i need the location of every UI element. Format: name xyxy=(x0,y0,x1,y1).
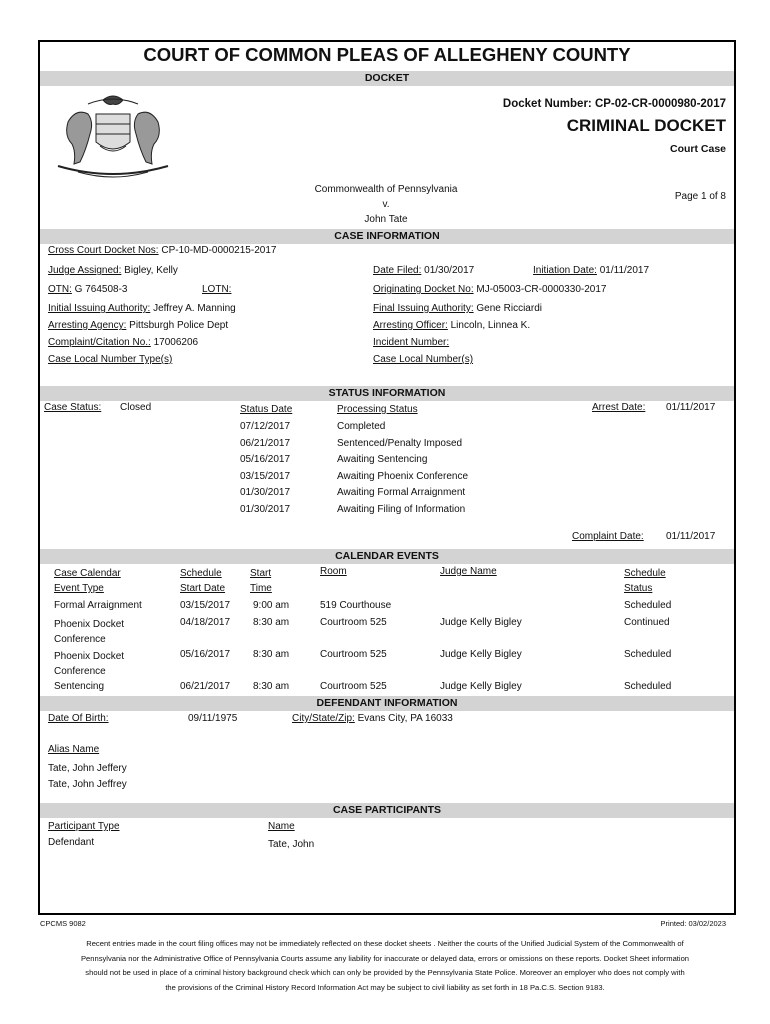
city-state-zip xyxy=(292,713,453,724)
judge-assigned xyxy=(48,265,178,276)
calendar-start-time: 8:30 am xyxy=(253,649,290,660)
participant-name-label: Name xyxy=(268,821,295,832)
status-date: 01/30/2017 xyxy=(240,503,291,515)
date-filed xyxy=(373,265,474,276)
complaint-value: 17006206 xyxy=(153,337,199,348)
cross-court-label: Cross Court Docket Nos: xyxy=(48,245,159,256)
lotn-label: LOTN: xyxy=(202,284,232,295)
calendar-judge: Judge Kelly Bigley xyxy=(440,649,522,660)
otn xyxy=(48,284,128,295)
pennsylvania-seal-icon xyxy=(48,92,178,183)
calendar-judge: Judge Kelly Bigley xyxy=(440,617,522,628)
event-line1: Phoenix Docket xyxy=(54,619,125,630)
calendar-status: Scheduled xyxy=(624,600,672,611)
otn-label: OTN: xyxy=(48,284,72,295)
calendar-room: Courtroom 525 xyxy=(320,681,387,692)
case-participants-header: CASE PARTICIPANTS xyxy=(40,803,734,818)
status-dates-list xyxy=(240,419,290,519)
col-start-line2: Time xyxy=(250,583,272,594)
complaint-date-label: Complaint Date: xyxy=(572,531,644,542)
page-number: Page 1 of 8 xyxy=(674,191,726,202)
col-judge-name: Judge Name xyxy=(440,566,497,577)
col-sched-line1: Schedule xyxy=(180,568,222,579)
arresting-officer-label: Arresting Officer: xyxy=(373,320,448,331)
status-date: 05/16/2017 xyxy=(240,454,291,466)
orig-docket-label: Originating Docket No: xyxy=(373,284,474,295)
col-status-line1: Schedule xyxy=(624,568,666,579)
orig-docket-value: MJ-05003-CR-0000330-2017 xyxy=(476,284,607,295)
judge-value: Bigley, Kelly xyxy=(124,265,178,276)
otn-value: G 764508-3 xyxy=(74,284,128,295)
court-case-label: Court Case xyxy=(669,143,726,155)
initiation-value: 01/11/2017 xyxy=(599,265,650,276)
col-start-time xyxy=(250,566,272,596)
col-schedule-start-date xyxy=(180,566,225,596)
processing-status: Sentenced/Penalty Imposed xyxy=(337,437,463,449)
case-information-header: CASE INFORMATION xyxy=(40,229,734,244)
calendar-start-time: 8:30 am xyxy=(253,681,290,692)
processing-status: Awaiting Formal Arraignment xyxy=(337,487,466,499)
initiation-date xyxy=(533,265,649,276)
form-id: CPCMS 9082 xyxy=(40,919,86,928)
arresting-officer-value: Lincoln, Linnea K. xyxy=(450,320,531,331)
status-date: 01/30/2017 xyxy=(240,487,291,499)
calendar-room: Courtroom 525 xyxy=(320,649,387,660)
initial-authority-value: Jeffrey A. Manning xyxy=(153,303,236,314)
calendar-status: Continued xyxy=(624,617,670,628)
arresting-agency-label: Arresting Agency: xyxy=(48,320,127,331)
court-title: COURT OF COMMON PLEAS OF ALLEGHENY COUNTY xyxy=(143,44,631,65)
event-line2: Conference xyxy=(54,666,106,677)
col-room: Room xyxy=(320,566,347,577)
initial-issuing-authority xyxy=(48,303,236,314)
col-sched-line2: Start Date xyxy=(180,583,226,594)
calendar-status: Scheduled xyxy=(624,681,672,692)
cross-court-value: CP-10-MD-0000215-2017 xyxy=(161,245,277,256)
processing-status: Awaiting Filing of Information xyxy=(337,503,466,515)
event-line1: Phoenix Docket xyxy=(54,651,125,662)
complaint-citation xyxy=(48,337,198,348)
cross-court-docket xyxy=(48,245,276,256)
col-status-line2: Status xyxy=(624,583,653,594)
case-status-label: Case Status: xyxy=(44,402,102,413)
calendar-start-date: 05/16/2017 xyxy=(180,649,231,660)
criminal-docket-heading: CRIMINAL DOCKET xyxy=(566,116,726,135)
caption-versus: v. xyxy=(382,199,390,210)
caption-defendant: John Tate xyxy=(364,214,408,225)
calendar-event-type: Sentencing xyxy=(54,681,105,692)
calendar-start-time: 8:30 am xyxy=(253,617,290,628)
col-event-line1: Case Calendar xyxy=(54,568,121,579)
date-filed-label: Date Filed: xyxy=(373,265,422,276)
processing-status-header: Processing Status xyxy=(337,404,418,415)
processing-status: Awaiting Sentencing xyxy=(337,454,428,466)
docket-bar: DOCKET xyxy=(40,71,734,86)
city-label: City/State/Zip: xyxy=(292,713,355,724)
processing-status: Awaiting Phoenix Conference xyxy=(337,470,469,482)
alias-item: Tate, John Jeffery xyxy=(48,763,127,774)
calendar-event-type xyxy=(54,649,124,679)
status-date-header: Status Date xyxy=(240,404,293,415)
case-local-number-type-label: Case Local Number Type(s) xyxy=(48,354,173,365)
final-authority-value: Gene Ricciardi xyxy=(476,303,542,314)
calendar-room: Courtroom 525 xyxy=(320,617,387,628)
status-date: 07/12/2017 xyxy=(240,421,291,432)
case-caption xyxy=(286,182,486,227)
complaint-label: Complaint/Citation No.: xyxy=(48,337,151,348)
dob-value: 09/11/1975 xyxy=(188,713,238,724)
arresting-agency-value: Pittsburgh Police Dept xyxy=(129,320,229,331)
city-value: Evans City, PA 16033 xyxy=(357,713,453,724)
complaint-date-value: 01/11/2017 xyxy=(666,531,716,542)
judge-label: Judge Assigned: xyxy=(48,265,122,276)
defendant-information-header: DEFENDANT INFORMATION xyxy=(40,696,734,711)
col-event-line2: Event Type xyxy=(54,583,104,594)
calendar-event-type: Formal Arraignment xyxy=(54,600,142,611)
calendar-judge: Judge Kelly Bigley xyxy=(440,681,522,692)
calendar-start-time: 9:00 am xyxy=(253,600,290,611)
initiation-label: Initiation Date: xyxy=(533,265,597,276)
status-date: 06/21/2017 xyxy=(240,437,291,449)
originating-docket xyxy=(373,284,606,295)
calendar-event-type xyxy=(54,617,124,647)
arresting-agency xyxy=(48,320,228,331)
case-local-numbers-label: Case Local Number(s) xyxy=(373,354,474,365)
calendar-events-header: CALENDAR EVENTS xyxy=(40,549,734,564)
arrest-date-label: Arrest Date: xyxy=(592,402,646,413)
col-schedule-status xyxy=(624,566,666,596)
participant-type-value: Defendant xyxy=(48,837,95,848)
processing-status-list xyxy=(337,419,468,519)
case-status-value: Closed xyxy=(120,402,152,413)
incident-number-label: Incident Number: xyxy=(373,337,450,348)
calendar-start-date: 03/15/2017 xyxy=(180,600,231,611)
col-event-type xyxy=(54,566,121,596)
caption-plaintiff: Commonwealth of Pennsylvania xyxy=(314,184,458,195)
dob-label: Date Of Birth: xyxy=(48,713,109,724)
arresting-officer xyxy=(373,320,530,331)
alias-name-label: Alias Name xyxy=(48,744,100,755)
final-issuing-authority xyxy=(373,303,542,314)
alias-list xyxy=(48,761,127,792)
col-start-line1: Start xyxy=(250,568,272,579)
date-filed-value: 01/30/2017 xyxy=(424,265,475,276)
printed-date: Printed: 03/02/2023 xyxy=(660,919,726,928)
calendar-start-date: 06/21/2017 xyxy=(180,681,231,692)
docket-number: Docket Number: CP-02-CR-0000980-2017 xyxy=(502,98,726,110)
status-date: 03/15/2017 xyxy=(240,470,291,482)
calendar-status: Scheduled xyxy=(624,649,672,660)
arrest-date-value: 01/11/2017 xyxy=(666,402,716,413)
alias-item: Tate, John Jeffrey xyxy=(48,778,127,790)
processing-status: Completed xyxy=(337,421,386,432)
final-authority-label: Final Issuing Authority: xyxy=(373,303,474,314)
participant-type-label: Participant Type xyxy=(48,821,120,832)
calendar-room: 519 Courthouse xyxy=(320,600,392,611)
status-information-header: STATUS INFORMATION xyxy=(40,386,734,401)
initial-authority-label: Initial Issuing Authority: xyxy=(48,303,151,314)
event-line2: Conference xyxy=(54,634,106,645)
participant-name-value: Tate, John xyxy=(268,839,315,850)
calendar-start-date: 04/18/2017 xyxy=(180,617,231,628)
disclaimer: Recent entries made in the court filing offices may not be immediately reflected on these docket sheets . Neither the courts of the Unified Judicial System of the Commonwealth of Pennsylvania nor the Administrative Office of Pennsylvania Courts assume any liability for inaccurate or delayed data, errors or omissions on these reports. Docket Sheet information should not be used in place of a criminal history background check which can only be provided by the Pennsylvania State Police. Moreover an employer who does not comply with the provisions of the Criminal History Record Information Act may be subject to civil liability as set forth in 18 Pa.C.S. Section 9183. xyxy=(80,939,690,992)
